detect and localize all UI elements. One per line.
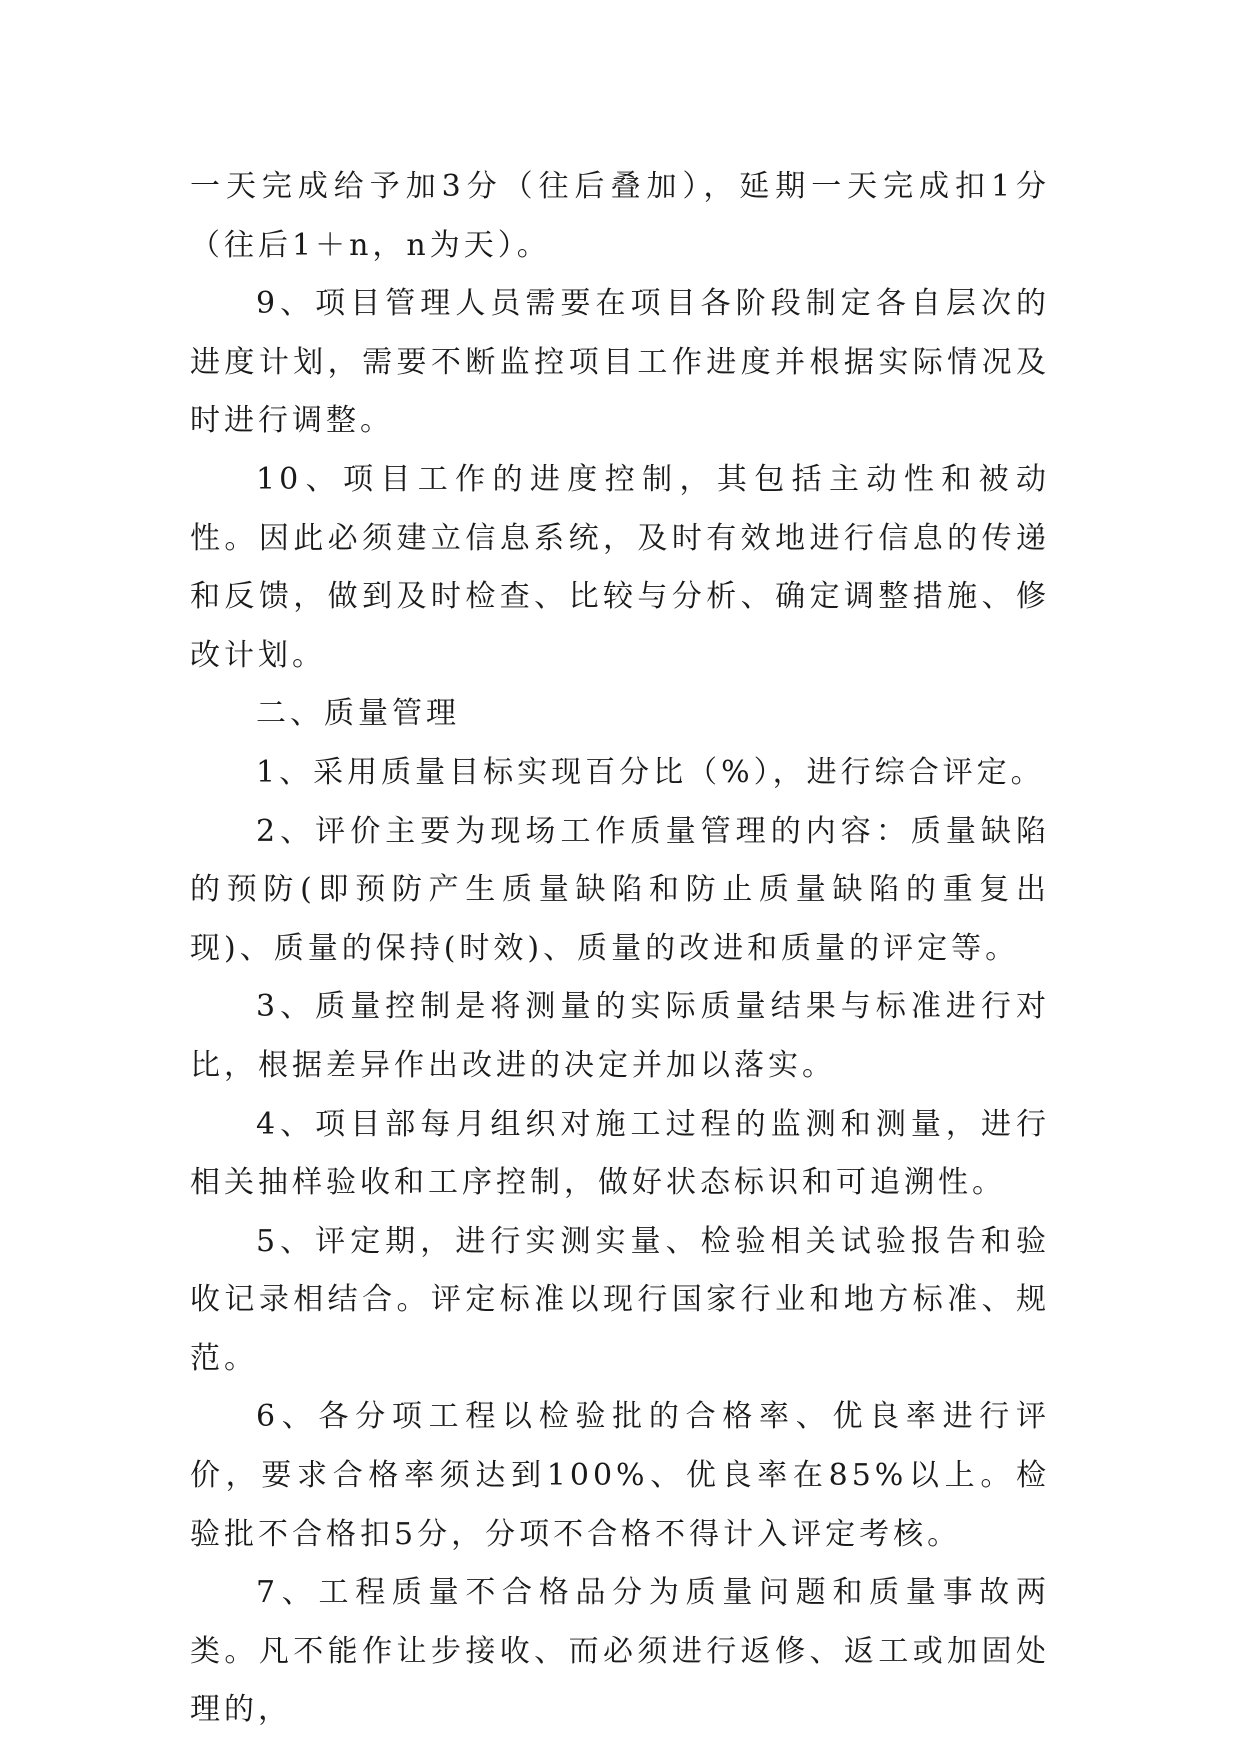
paragraph-quality-6: 6、各分项工程以检验批的合格率、优良率进行评价，要求合格率须达到100%、优良率在85%以上。检验批不合格扣5分，分项不合格不得计入评定考核。: [190, 1399, 1050, 1552]
paragraph-continuation: 一天完成给予加3分（往后叠加），延期一天完成扣1分（往后1＋n，n为天）。: [190, 169, 1050, 263]
section-heading-quality-management: 二、质量管理: [256, 696, 460, 732]
paragraph-quality-2: 2、评价主要为现场工作质量管理的内容：质量缺陷的预防(即预防产生质量缺陷和防止质量缺陷的重复出现)、质量的保持(时效)、质量的改进和质量的评定等。: [190, 813, 1050, 966]
paragraph-quality-5: 5、评定期，进行实测实量、检验相关试验报告和验收记录相结合。评定标准以现行国家行业和地方标准、规范。: [190, 1223, 1050, 1376]
paragraph-quality-4: 4、项目部每月组织对施工过程的监测和测量，进行相关抽样验收和工序控制，做好状态标识和可追溯性。: [190, 1106, 1050, 1201]
paragraph-quality-1: 1、采用质量目标实现百分比（%），进行综合评定。: [256, 754, 1045, 790]
document-body: [190, 158, 1050, 1740]
paragraph-quality-3: 3、质量控制是将测量的实际质量结果与标准进行对比，根据差异作出改进的决定并加以落实。: [190, 989, 1050, 1083]
paragraph-item-9: 9、项目管理人员需要在项目各阶段制定各自层次的进度计划，需要不断监控项目工作进度并根据实际情况及时进行调整。: [190, 286, 1050, 439]
paragraph-item-10: 10、项目工作的进度控制，其包括主动性和被动性。因此必须建立信息系统，及时有效地进行信息的传递和反馈，做到及时检查、比较与分析、确定调整措施、修改计划。: [190, 461, 1050, 673]
paragraph-quality-7: 7、工程质量不合格品分为质量问题和质量事故两类。凡不能作让步接收、而必须进行返修、返工或加固处理的，: [190, 1575, 1050, 1728]
